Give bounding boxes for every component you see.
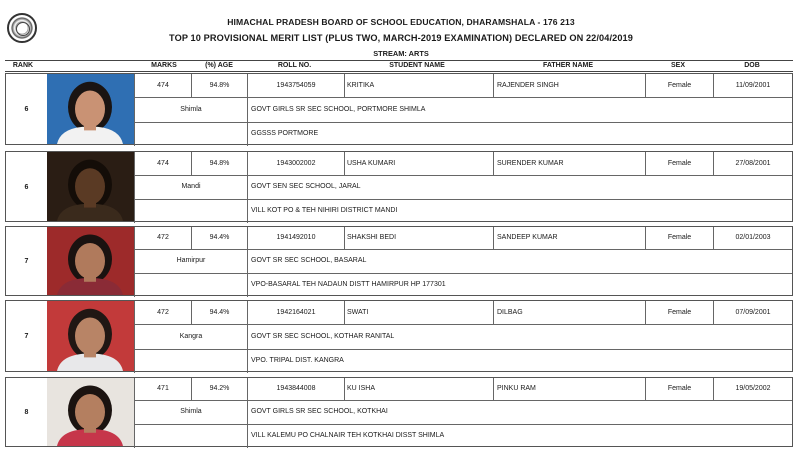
percentage-value: 94.8% [209,82,230,89]
student-name: KU ISHA [347,385,376,392]
student-record [5,300,793,372]
col-marks: MARKS [151,62,177,69]
roll-number: 1942164021 [276,309,316,316]
percentage-value: 94.8% [209,160,230,167]
student-photo [47,227,134,295]
col-dob: DOB [744,62,760,69]
marks-value: 471 [157,385,169,392]
roll-number: 1943002002 [276,160,316,167]
merit-list-title: TOP 10 PROVISIONAL MERIT LIST (PLUS TWO, MARCH-2019 EXAMINATION) DECLARED ON 22/04/2019 [169,33,633,43]
district-value: Mandi [181,183,201,190]
father-name: SANDEEP KUMAR [497,234,558,241]
school-name: GOVT SEN SEC SCHOOL, JARAL [251,183,361,190]
col-pct: (%) AGE [205,62,233,69]
student-name: SWATI [347,309,369,316]
board-name: HIMACHAL PRADESH BOARD OF SCHOOL EDUCATION, DHARAMSHALA - 176 213 [227,17,575,27]
col-rank: RANK [12,62,34,69]
student-name: SHAKSHI BEDI [347,234,397,241]
address-value: VPO-BASARAL TEH NADAUN DISTT HAMIRPUR HP 177301 [251,281,446,288]
col-father-name: FATHER NAME [542,62,594,69]
student-name: USHA KUMARI [347,160,396,167]
father-name: RAJENDER SINGH [497,82,559,89]
student-photo [47,378,134,446]
roll-number: 1943844008 [276,385,316,392]
sex-value: Female [667,234,692,241]
rank-value: 6 [24,184,29,191]
district-value: Shimla [180,408,202,415]
marks-value: 474 [157,82,169,89]
dob-value: 11/09/2001 [735,82,771,89]
school-name: GOVT GIRLS SR SEC SCHOOL, PORTMORE SHIMLA [251,106,426,113]
address-value: GGSSS PORTMORE [251,130,319,137]
student-record [5,226,793,296]
school-name: GOVT SR SEC SCHOOL, BASARAL [251,257,367,264]
father-name: SURENDER KUMAR [497,160,564,167]
stream-label: STREAM: ARTS [373,49,429,58]
percentage-value: 94.4% [209,234,230,241]
document-header [0,0,802,62]
col-sex: SEX [670,62,685,69]
roll-number: 1941492010 [276,234,316,241]
student-record [5,73,793,145]
marks-value: 472 [157,234,169,241]
table-header [5,60,793,72]
student-record [5,377,793,447]
percentage-value: 94.4% [209,309,230,316]
rank-value: 7 [24,258,29,265]
rank-value: 6 [24,106,29,113]
address-value: VILL KALEMU PO CHALNAIR TEH KOTKHAI DISST SHIMLA [251,432,445,439]
dob-value: 19/05/2002 [735,385,771,392]
student-photo [47,74,134,144]
percentage-value: 94.2% [209,385,230,392]
marks-value: 474 [157,160,169,167]
sex-value: Female [667,82,692,89]
address-value: VILL KOT PO & TEH NIHIRI DISTRICT MANDI [251,207,398,214]
school-name: GOVT GIRLS SR SEC SCHOOL, KOTKHAI [251,408,388,415]
district-value: Hamirpur [176,257,206,264]
father-name: DILBAG [497,309,523,316]
student-photo [47,301,134,371]
student-record [5,151,793,222]
school-name: GOVT SR SEC SCHOOL, KOTHAR RANITAL [251,333,395,340]
dob-value: 07/09/2001 [735,309,771,316]
address-value: VPO. TRIPAL DIST. KANGRA [251,357,344,364]
district-value: Shimla [180,106,202,113]
sex-value: Female [667,309,692,316]
father-name: PINKU RAM [497,385,536,392]
dob-value: 02/01/2003 [735,234,771,241]
marks-value: 472 [157,309,169,316]
district-value: Kangra [179,333,203,340]
rank-value: 7 [24,333,29,340]
col-student-name: STUDENT NAME [389,62,445,69]
sex-value: Female [667,160,692,167]
student-photo [47,152,134,221]
dob-value: 27/08/2001 [735,160,771,167]
col-roll: ROLL NO. [277,62,312,69]
roll-number: 1943754059 [276,82,316,89]
sex-value: Female [667,385,692,392]
rank-value: 8 [24,409,29,416]
student-name: KRITIKA [347,82,375,89]
